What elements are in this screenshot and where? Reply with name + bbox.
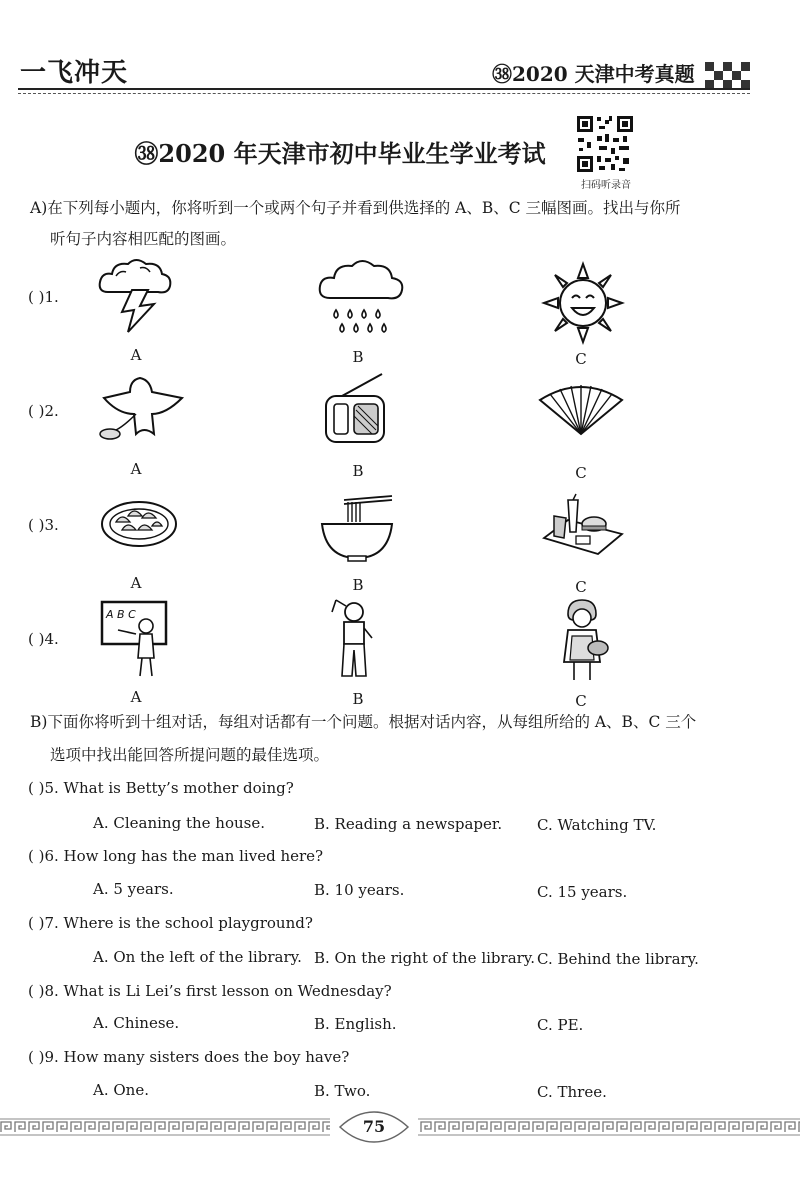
qr-code-icon[interactable] <box>575 114 635 174</box>
choice-letter-a: A <box>130 460 142 478</box>
choice-letter-c: C <box>575 464 587 482</box>
option-b: B. On the right of the library. <box>314 949 536 967</box>
option-b: B. 10 years. <box>314 881 405 899</box>
exam-title: ㊳2020 年天津市初中毕业生学业考试 <box>134 139 546 168</box>
rain-cloud-icon <box>318 258 404 340</box>
section-b-instruction: B)下面你将听到十组对话，每组对话都有一个问题。根据对话内容，从每组所给的 A、B、C 三个 <box>30 713 697 731</box>
option-b: B. Reading a newspaper. <box>314 815 503 833</box>
option-a: A. Chinese. <box>93 1014 180 1032</box>
header-rule <box>18 88 750 90</box>
listening-question-7: ( )7. Where is the school playground? <box>28 914 313 932</box>
header-rule-dashed <box>18 93 750 94</box>
teacher-icon <box>100 600 170 680</box>
sun-icon <box>542 262 624 344</box>
choice-letter-a: A <box>130 574 142 592</box>
header-title: ㊳2020 天津中考真题 <box>492 62 695 86</box>
brand-logo: 一飞冲天 <box>20 58 129 88</box>
choice-letter-b: B <box>352 462 364 480</box>
kite-icon <box>96 374 186 444</box>
choice-letter-b: B <box>352 690 364 708</box>
option-a: A. One. <box>93 1081 149 1099</box>
woman-with-basket-icon <box>556 598 610 684</box>
exercising-man-icon <box>330 598 376 682</box>
fast-food-icon <box>540 494 624 558</box>
choice-letter-a: A <box>130 346 142 364</box>
listening-question-9: ( )9. How many sisters does the boy have? <box>28 1048 350 1066</box>
board-text: A B C <box>106 608 136 621</box>
listening-question-8: ( )8. What is Li Lei’s first lesson on Wednesday? <box>28 982 392 1000</box>
option-c: C. PE. <box>537 1016 584 1034</box>
dumplings-icon <box>100 498 178 550</box>
question-number-3: ( )3. <box>28 516 59 534</box>
choice-letter-b: B <box>352 348 364 366</box>
radio-icon <box>322 372 388 448</box>
checker-decoration <box>705 62 749 88</box>
choice-letter-a: A <box>130 688 142 706</box>
question-number-1: ( )1. <box>28 288 59 306</box>
option-c: C. 15 years. <box>537 883 628 901</box>
qr-caption: 扫码听录音 <box>581 180 631 191</box>
thunderstorm-icon <box>96 256 176 340</box>
option-b: B. Two. <box>314 1082 371 1100</box>
listening-question-6: ( )6. How long has the man lived here? <box>28 847 324 865</box>
option-c: C. Watching TV. <box>537 816 657 834</box>
section-a-instruction: A)在下列每小题内，你将听到一个或两个句子并看到供选择的 A、B、C 三幅图画。找出与你所 <box>30 199 681 217</box>
section-b-instruction-cont: 选项中找出能回答所提问题的最佳选项。 <box>50 746 330 764</box>
noodles-icon <box>320 492 394 564</box>
fan-icon <box>538 384 624 438</box>
option-a: A. Cleaning the house. <box>93 814 265 832</box>
choice-letter-c: C <box>575 578 587 596</box>
option-c: C. Three. <box>537 1083 607 1101</box>
question-number-2: ( )2. <box>28 402 59 420</box>
option-b: B. English. <box>314 1015 397 1033</box>
question-number-4: ( )4. <box>28 630 59 648</box>
option-c: C. Behind the library. <box>537 950 699 968</box>
option-a: A. On the left of the library. <box>93 948 302 966</box>
choice-letter-c: C <box>575 350 587 368</box>
option-a: A. 5 years. <box>93 880 174 898</box>
listening-question-5: ( )5. What is Betty’s mother doing? <box>28 779 294 797</box>
choice-letter-b: B <box>352 576 364 594</box>
page-number: 75 <box>362 1117 386 1136</box>
section-a-instruction-cont: 听句子内容相匹配的图画。 <box>50 230 237 248</box>
choice-letter-c: C <box>575 692 587 710</box>
